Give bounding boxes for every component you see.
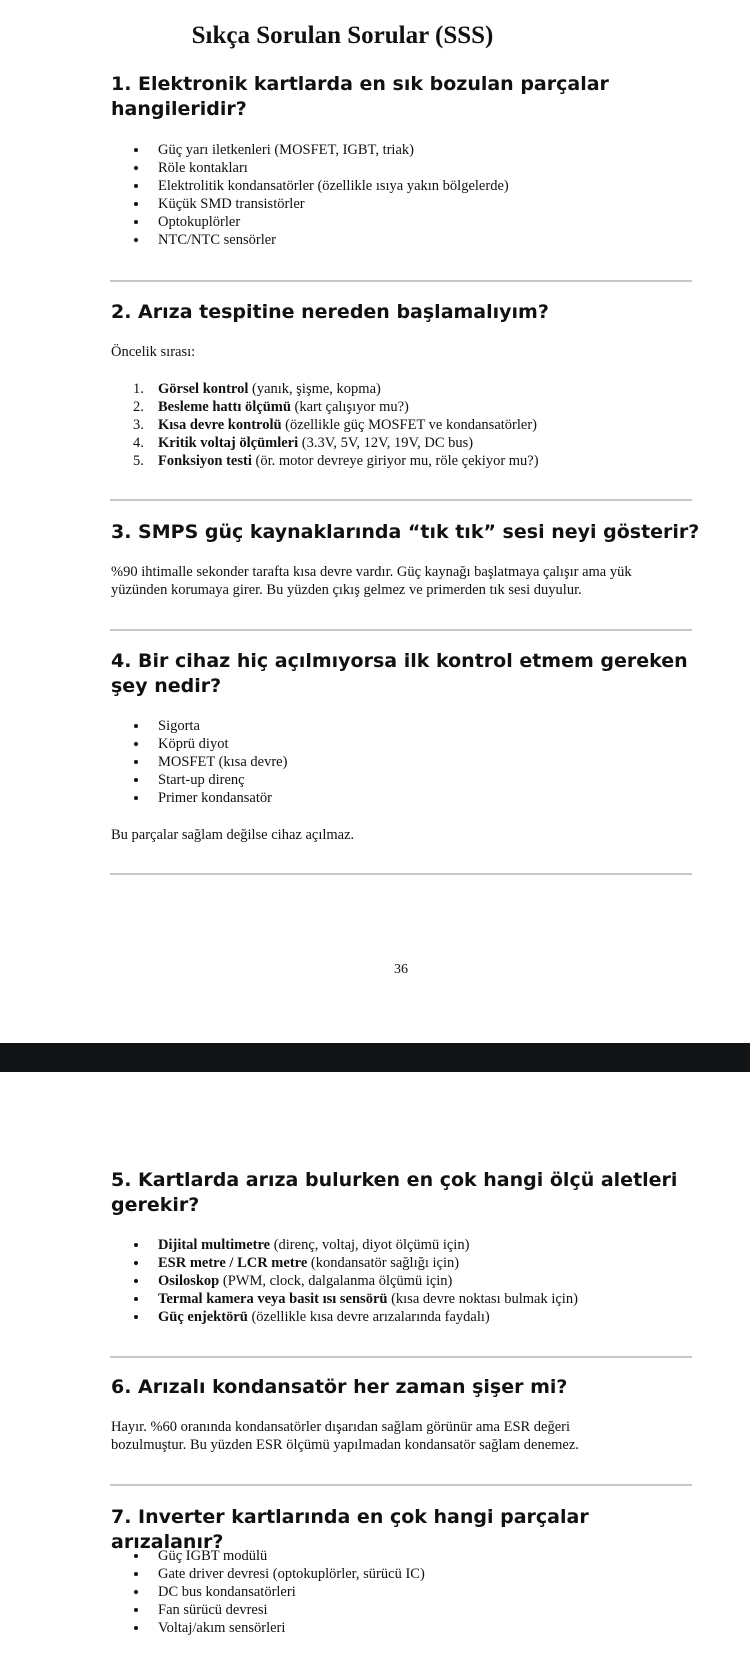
item-detail: (kısa devre noktası bulmak için) (387, 1291, 578, 1307)
item-term: Görsel kontrol (158, 381, 249, 397)
list-number: 3. (133, 417, 144, 433)
list-item: Gate driver devresi (optokuplörler, sürücü IC) (111, 1565, 425, 1583)
question-7-heading: 7. Inverter kartlarında en çok hangi parçalar arızalanır? (111, 1506, 589, 1553)
page-separator (0, 1043, 750, 1072)
question-7-list (111, 1547, 425, 1637)
divider (110, 873, 692, 875)
item-detail: (kondansatör sağlığı için) (307, 1255, 460, 1271)
question-6-heading: 6. Arızalı kondansatör her zaman şişer mi? (111, 1376, 568, 1398)
item-detail: (PWM, clock, dalgalanma ölçümü için) (219, 1273, 453, 1289)
list-number: 2. (133, 399, 144, 415)
list-item (111, 380, 539, 398)
question-1-heading: 1. Elektronik kartlarda en sık bozulan parçalar hangileridir? (111, 73, 609, 120)
question-4-list (111, 717, 287, 807)
question-4-note: Bu parçalar sağlam değilse cihaz açılmaz. (111, 827, 355, 843)
list-item: Güç yarı iletkenleri (MOSFET, IGBT, triak) (111, 141, 509, 159)
question-4-heading: 4. Bir cihaz hiç açılmıyorsa ilk kontrol etmem gereken şey nedir? (111, 650, 688, 697)
list-item (111, 1254, 578, 1272)
list-item (111, 398, 539, 416)
list-item (111, 1290, 578, 1308)
list-item: Primer kondansatör (111, 789, 287, 807)
divider (110, 629, 692, 631)
question-5-heading: 5. Kartlarda arıza bulurken en çok hangi ölçü aletleri gerekir? (111, 1169, 678, 1216)
item-detail: (3.3V, 5V, 12V, 19V, DC bus) (298, 435, 474, 451)
body-line: Hayır. %60 oranında kondansatörler dışarıdan sağlam görünür ama ESR değeri (111, 1419, 571, 1435)
question-6-body (111, 1418, 711, 1454)
item-term: Fonksiyon testi (158, 453, 252, 469)
item-term: Besleme hattı ölçümü (158, 399, 291, 415)
list-item: Sigorta (111, 717, 287, 735)
item-term: Osiloskop (158, 1273, 220, 1289)
question-2-heading: 2. Arıza tespitine nereden başlamalıyım? (111, 301, 549, 323)
list-item: Optokuplörler (111, 213, 509, 231)
list-item (111, 434, 539, 452)
item-term: Kritik voltaj ölçümleri (158, 435, 299, 451)
body-line: yüzünden korumaya girer. Bu yüzden çıkış gelmez ve primerden tık sesi duyulur. (111, 582, 582, 598)
item-detail: (ör. motor devreye giriyor mu, röle çekiyor mu?) (251, 453, 539, 469)
item-term: Dijital multimetre (158, 1237, 271, 1253)
item-term: ESR metre / LCR metre (158, 1255, 308, 1271)
list-item: Köprü diyot (111, 735, 287, 753)
list-number: 5. (133, 453, 144, 469)
list-item: Elektrolitik kondansatörler (özellikle ısıya yakın bölgelerde) (111, 177, 509, 195)
list-item: Fan sürücü devresi (111, 1601, 425, 1619)
item-term: Kısa devre kontrolü (158, 417, 282, 433)
list-item (111, 1272, 578, 1290)
divider (110, 499, 692, 501)
divider (110, 1484, 692, 1486)
list-item: Röle kontakları (111, 159, 509, 177)
item-detail: (kart çalışıyor mu?) (290, 399, 409, 415)
list-item: Start-up direnç (111, 771, 287, 789)
item-detail: (direnç, voltaj, diyot ölçümü için) (270, 1237, 470, 1253)
item-term: Güç enjektörü (158, 1309, 248, 1325)
divider (110, 280, 692, 282)
question-5-list (111, 1236, 578, 1326)
list-item: Güç IGBT modülü (111, 1547, 425, 1565)
page-number: 36 (394, 962, 408, 977)
list-item: Küçük SMD transistörler (111, 195, 509, 213)
item-detail: (yanık, şişme, kopma) (248, 381, 381, 397)
list-item (111, 1308, 578, 1326)
item-detail: (özellikle güç MOSFET ve kondansatörler) (281, 417, 537, 433)
page-title: Sıkça Sorulan Sorular (SSS) (191, 22, 494, 49)
document-page (0, 1072, 750, 1666)
list-number: 1. (133, 381, 144, 397)
body-line: %90 ihtimalle sekonder tarafta kısa devre vardır. Güç kaynağı başlatmaya çalışır ama yük (111, 564, 632, 580)
divider (110, 1356, 692, 1358)
list-item (111, 1236, 578, 1254)
question-1-list (111, 141, 509, 249)
list-item (111, 416, 539, 434)
list-item: NTC/NTC sensörler (111, 231, 509, 249)
question-2-intro: Öncelik sırası: (111, 344, 196, 360)
list-number: 4. (133, 435, 144, 451)
question-3-heading: 3. SMPS güç kaynaklarında “tık tık” sesi neyi gösterir? (111, 521, 700, 543)
item-term: Termal kamera veya basit ısı sensörü (158, 1291, 388, 1307)
list-item: DC bus kondansatörleri (111, 1583, 425, 1601)
item-detail: (özellikle kısa devre arızalarında faydalı) (247, 1309, 490, 1325)
question-2-list (111, 380, 539, 470)
list-item (111, 452, 539, 470)
list-item: MOSFET (kısa devre) (111, 753, 287, 771)
question-3-body (111, 563, 711, 599)
list-item: Voltaj/akım sensörleri (111, 1619, 425, 1637)
body-line: bozulmuştur. Bu yüzden ESR ölçümü yapılmadan kondansatör sağlam denemez. (111, 1437, 579, 1453)
